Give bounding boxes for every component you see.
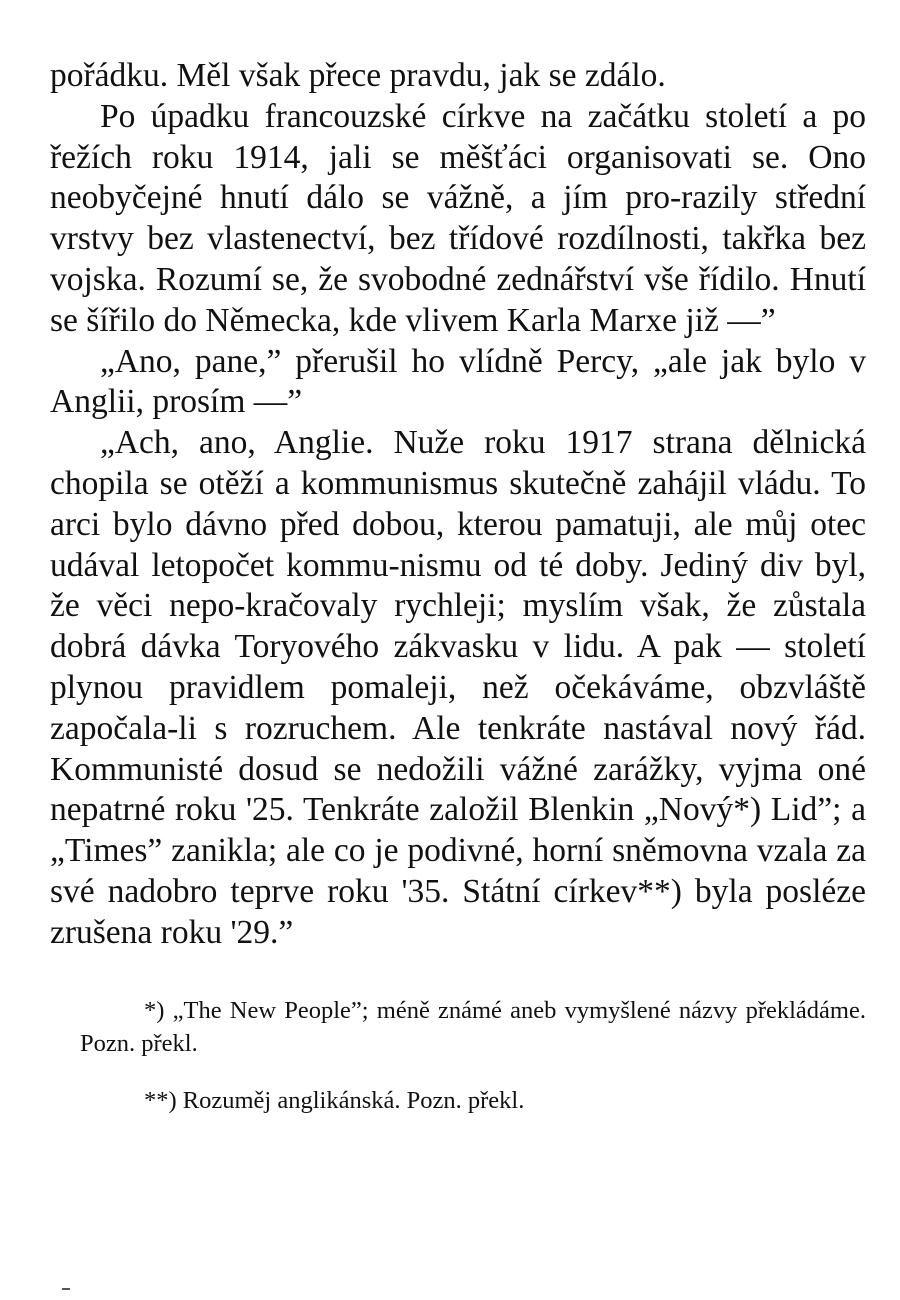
paragraph-england: „Ach, ano, Anglie. Nuže roku 1917 strana dělnická chopila se otěží a kommunismus skutečně zahájil vládu. To arci bylo dávno před dobou, kterou pamatuji, ale můj otec udával letopočet kommu-nismu od té doby. Jediný div byl, že věci nepo-kračovaly rychleji; myslím však, že zůstala dobrá dávka Toryového zákvasku v lidu. A pak — století plynou pravidlem pomaleji, než očekáváme, obzvláště započala-li s rozruchem. Ale tenkráte nastával nový řád. Kommunisté dosud se nedožili vážné zarážky, vyjma oné nepatrné roku '25. Tenkráte založil Blenkin „Nový*) Lid”; a „Times” zanikla; ale co je podivné, horní sněmovna vzala za své nadobro teprve roku '35. Státní církev**) byla posléze zrušena roku '29.” — [50, 424, 866, 951]
footnote-2: **) Rozuměj anglikánská. Pozn. překl. — [144, 1086, 525, 1114]
footnote-1: *) „The New People”; méně známé aneb vymyšlené názvy překládáme. Pozn. překl. — [80, 996, 866, 1057]
main-text — [50, 56, 866, 954]
paragraph-percy: „Ano, pane,” přerušil ho vlídně Percy, „ale jak bylo v Anglii, prosím —” — [50, 342, 866, 421]
page-edge-mark — [62, 1288, 70, 1290]
paragraph-history: Po úpadku francouzské církve na začátku století a po řežích roku 1914, jali se měšťáci organisovati se. Ono neobyčejné hnutí dálo se vážně, a jím pro-razily střední vrstvy bez vlastenectví, bez třídové rozdílnosti, takřka bez vojska. Rozumí se, že svobodné zednářství vše řídilo. Hnutí se šířilo do Německa, kde vlivem Karla Marxe již —” — [50, 97, 866, 339]
paragraph-continuation: pořádku. Měl však přece pravdu, jak se zdálo. — [50, 57, 666, 94]
footnotes — [50, 994, 866, 1117]
